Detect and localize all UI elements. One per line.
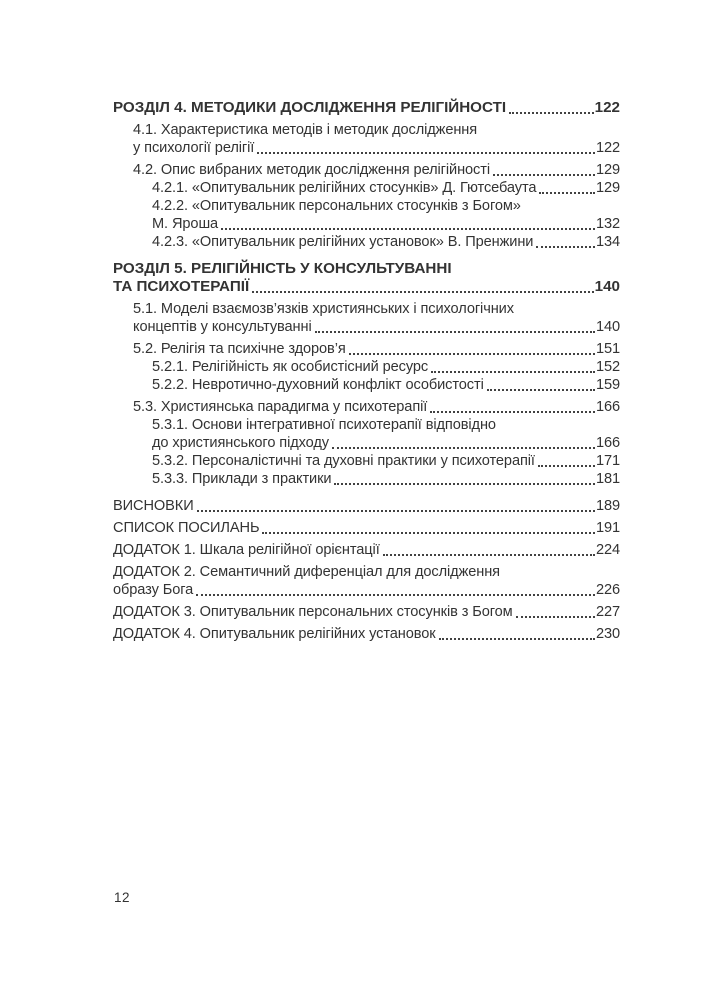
dot-leader	[516, 616, 595, 618]
dot-leader	[257, 152, 595, 154]
toc-entry	[113, 563, 620, 599]
toc-page-ref: 226	[595, 582, 620, 598]
toc-entry-title: ДОДАТОК 4. Опитувальник релігійних установок	[113, 626, 436, 642]
toc-line	[133, 398, 620, 416]
toc-line	[133, 300, 620, 318]
dot-leader	[487, 389, 595, 391]
toc-entry-title: ДОДАТОК 3. Опитувальник персональних стосунків з Богом	[113, 604, 513, 620]
toc-line	[152, 197, 620, 215]
dot-leader	[431, 371, 595, 373]
toc-line	[152, 434, 620, 452]
toc-page-ref: 132	[595, 216, 620, 232]
toc-entry-title: 5.1. Моделі взаємозв’язків християнських і психологічних	[133, 301, 514, 317]
dot-leader	[315, 331, 595, 333]
table-of-contents	[113, 99, 620, 643]
toc-page-ref: 152	[595, 359, 620, 375]
toc-entry	[113, 161, 620, 179]
dot-leader	[509, 112, 594, 114]
toc-entry-title: М. Яроша	[152, 216, 219, 232]
toc-page-ref: 191	[595, 520, 620, 536]
toc-entry-title: 4.2.1. «Опитувальник релігійних стосунків» Д. Гютсебаута	[152, 180, 537, 196]
toc-entry-title: до християнського підходу	[152, 435, 329, 451]
toc-entry-title: ТА ПСИХОТЕРАПІЇ	[113, 278, 250, 295]
toc-entry	[113, 340, 620, 358]
toc-page-ref: 166	[595, 435, 620, 451]
toc-entry	[113, 497, 620, 515]
toc-line	[133, 139, 620, 157]
toc-entry	[113, 197, 620, 233]
toc-line	[152, 215, 620, 233]
toc-entry-title: 5.3.1. Основи інтегративної психотерапії відповідно	[152, 417, 496, 433]
toc-line	[152, 179, 620, 197]
dot-leader	[538, 465, 595, 467]
toc-page-ref: 140	[595, 319, 620, 335]
dot-leader	[536, 246, 595, 248]
toc-entry	[113, 416, 620, 452]
toc-line	[113, 519, 620, 537]
toc-entry-title: 5.2.2. Невротично-духовний конфлікт особистості	[152, 377, 484, 393]
toc-page-ref: 181	[595, 471, 620, 487]
toc-line	[152, 358, 620, 376]
toc-entry	[113, 541, 620, 559]
toc-entry-title: РОЗДІЛ 5. РЕЛІГІЙНІСТЬ У КОНСУЛЬТУВАННІ	[113, 260, 452, 277]
toc-entry-title: 4.2.3. «Опитувальник релігійних установок» В. Пренжини	[152, 234, 534, 250]
toc-line	[133, 161, 620, 179]
toc-page-ref: 129	[595, 162, 620, 178]
toc-line	[113, 563, 620, 581]
page-number: 12	[114, 890, 131, 905]
toc-line	[133, 121, 620, 139]
toc-entry	[113, 603, 620, 621]
toc-entry-title: 5.3.2. Персоналістичні та духовні практики у психотерапії	[152, 453, 535, 469]
toc-line	[152, 233, 620, 251]
toc-entry-title: 4.1. Характеристика методів і методик дослідження	[133, 122, 478, 138]
dot-leader	[252, 291, 594, 293]
toc-page-ref: 230	[595, 626, 620, 642]
toc-line	[113, 625, 620, 643]
toc-entry-title: ВИСНОВКИ	[113, 498, 194, 514]
toc-entry	[113, 376, 620, 394]
dot-leader	[539, 192, 595, 194]
toc-entry	[113, 470, 620, 488]
toc-line	[113, 278, 620, 296]
toc-line	[152, 416, 620, 434]
toc-entry-title: 5.3. Християнська парадигма у психотерапії	[133, 399, 428, 415]
toc-page-ref: 122	[594, 99, 620, 116]
toc-entry-title: у психології релігії	[133, 140, 255, 156]
toc-page-ref: 166	[595, 399, 620, 415]
toc-entry	[113, 625, 620, 643]
toc-entry	[113, 121, 620, 157]
toc-entry	[113, 358, 620, 376]
toc-line	[113, 260, 620, 278]
toc-line	[113, 541, 620, 559]
toc-entry-title: РОЗДІЛ 4. МЕТОДИКИ ДОСЛІДЖЕННЯ РЕЛІГІЙНОСТІ	[113, 99, 507, 116]
toc-entry	[113, 519, 620, 537]
toc-page-ref: 227	[595, 604, 620, 620]
toc-page-ref: 189	[595, 498, 620, 514]
toc-page-ref: 151	[595, 341, 620, 357]
toc-entry-title: 4.2. Опис вибраних методик дослідження релігійності	[133, 162, 490, 178]
dot-leader	[197, 510, 595, 512]
toc-page-ref: 129	[595, 180, 620, 196]
dot-leader	[196, 594, 595, 596]
toc-page-ref: 159	[595, 377, 620, 393]
dot-leader	[334, 483, 595, 485]
toc-page-ref: 171	[595, 453, 620, 469]
toc-line	[152, 376, 620, 394]
dot-leader	[430, 411, 595, 413]
toc-line	[133, 340, 620, 358]
toc-line	[152, 470, 620, 488]
dot-leader	[493, 174, 595, 176]
toc-entry	[113, 398, 620, 416]
toc-entry	[113, 300, 620, 336]
toc-entry-title: 5.2.1. Релігійність як особистісний ресурс	[152, 359, 429, 375]
toc-entry	[113, 233, 620, 251]
toc-entry	[113, 452, 620, 470]
toc-page-ref: 140	[594, 278, 620, 295]
toc-entry-title: ДОДАТОК 1. Шкала релігійної орієнтації	[113, 542, 380, 558]
toc-line	[113, 581, 620, 599]
toc-page-ref: 134	[595, 234, 620, 250]
dot-leader	[332, 447, 595, 449]
toc-entry-title: СПИСОК ПОСИЛАНЬ	[113, 520, 260, 536]
toc-entry	[113, 99, 620, 117]
dot-leader	[439, 638, 595, 640]
toc-line	[113, 497, 620, 515]
toc-line	[133, 318, 620, 336]
toc-page-ref: 224	[595, 542, 620, 558]
toc-entry-title: образу Бога	[113, 582, 194, 598]
toc-entry	[113, 179, 620, 197]
dot-leader	[221, 228, 595, 230]
toc-line	[152, 452, 620, 470]
toc-entry-title: концептів у консультуванні	[133, 319, 312, 335]
toc-line	[113, 603, 620, 621]
toc-entry-title: 4.2.2. «Опитувальник персональних стосунків з Богом»	[152, 198, 521, 214]
dot-leader	[383, 554, 595, 556]
toc-entry	[113, 260, 620, 296]
toc-line	[113, 99, 620, 117]
dot-leader	[349, 353, 595, 355]
toc-page-ref: 122	[595, 140, 620, 156]
toc-entry-title: 5.3.3. Приклади з практики	[152, 471, 332, 487]
toc-entry-title: 5.2. Релігія та психічне здоров’я	[133, 341, 346, 357]
toc-entry-title: ДОДАТОК 2. Семантичний диференціал для дослідження	[113, 564, 500, 580]
dot-leader	[262, 532, 594, 534]
